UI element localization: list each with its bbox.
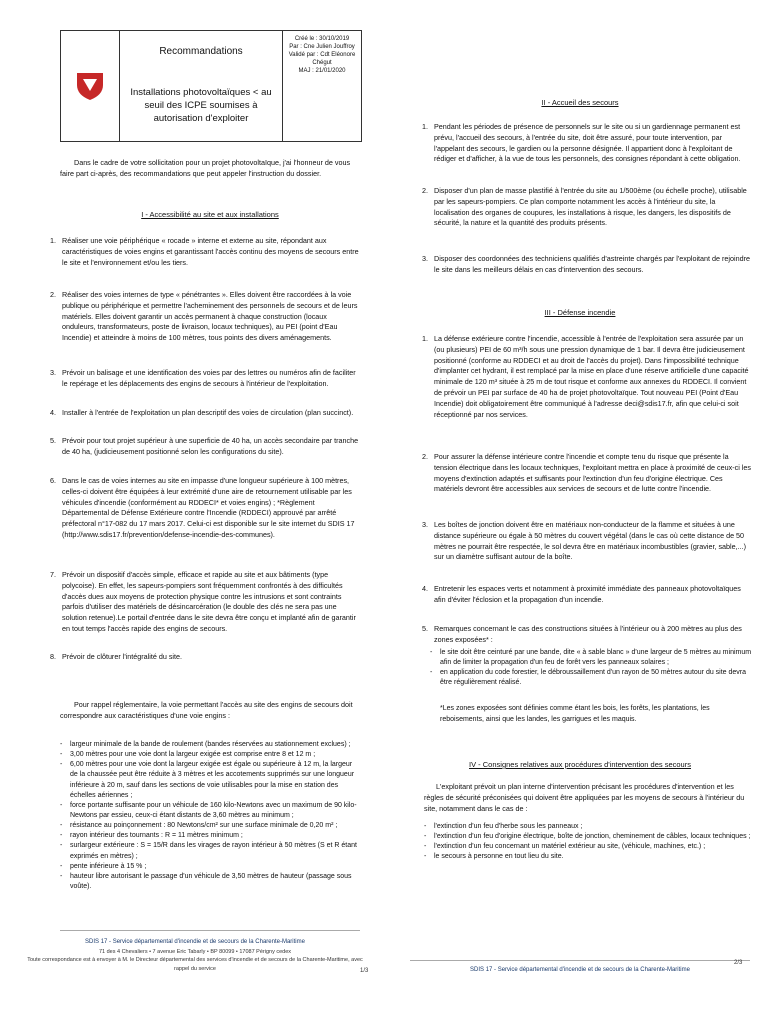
list-item: - rayon intérieur des tournants : R = 11 mètres minimum ;: [60, 831, 360, 841]
s1-item-5: 5. Prévoir pour tout projet supérieur à une superficie de 40 ha, un accès secondaire par tranche de 40 ha, (judicieusement positionné selon les configurations du site).: [50, 436, 359, 456]
footer-address: 71 des 4 Chevaliers • 7 avenue Eric Tabarly • BP 80099 • 17087 Périgny cedex: [98, 948, 292, 955]
section-2-title: II - Accueil des secours: [541, 98, 619, 107]
list-item: - pente inférieure à 15 % ;: [60, 862, 360, 872]
s4-list: [424, 822, 752, 863]
list-item: - le site doit être ceinturé par une bande, dite « à sable blanc » d'une largeur de 5 mètres au minimum afin de limiter la propagation d'un feu de forêt vers les panneaux solaires ;: [430, 648, 752, 668]
page-number-2: 2/3: [734, 960, 743, 966]
sdis-logo: [61, 31, 120, 141]
s3-item-4: 4. Entretenir les espaces verts et notamment à proximité immédiate des panneaux photovoltaïques afin d'éviter l'éclosion et la propagation d'un incendie.: [422, 584, 741, 604]
footer-divider: [410, 960, 750, 961]
header-subtitle: Installations photovoltaïques < au seuil des ICPE soumises à autorisation d'exploiter: [130, 87, 272, 125]
s3-note: *Les zones exposées sont définies comme étant les bois, les forêts, les plantations, les reboisements, ainsi que les landes, les garrigues et les maquis.: [440, 705, 710, 723]
s2-item-1: 1. Pendant les périodes de présence de personnels sur le site ou si un gardiennage permanent est prévu, l'accueil des secours, à l'entrée du site, doit être assuré, pour toute intervention, par l'appelant des secours, le gardien ou la personne désignée. Il appartient donc à l'exploitant de rédiger et d'afficher, à la vue de tous les personnels, des consignes répondant à cette obligation.: [422, 122, 741, 164]
rappel-list: [60, 740, 360, 892]
list-item: - résistance au poinçonnement : 80 Newtons/cm² sur une surface minimale de 0,20 m² ;: [60, 821, 360, 831]
page-number-1: 1/3: [360, 968, 369, 974]
header-meta: Créé le : 30/10/2019 Par : Cne Julien Jouffroy Validé par : Cdt Eléonore Chégut MAJ : 21/01/2020: [288, 36, 356, 75]
document-header: [60, 30, 362, 142]
s3-item-1: 1. La défense extérieure contre l'incendie, accessible à l'entrée de l'exploitation sera assurée par un (ou plusieurs) PEI de 60 m³/h sous une pression dynamique de 1 bar. Il devra être judicieusement positionné (conforme au RDDECI et au droit de l'accès du projet). Dans l'impossibilité technique d'implanter cet hydrant, il est remplacé par la mise en place d'une réserve artificielle d'une capacité minimale de 120 m³ située à 25 m de tout risque et conforme aux annexes du RDDECI. Il convient de prévoir un PEI par surface de 40 ha de projet photovoltaïque. Tout nouveau PEI (Point d'Eau Incendie) doit obligatoirement être communiqué à l'adresse deci@sdis17.fr, afin que celui-ci soit réceptionné par nos services.: [422, 334, 749, 419]
s3-sublist: [430, 648, 752, 689]
section-1-title: I - Accessibilité au site et aux installations: [141, 210, 279, 219]
section-4-title: IV - Consignes relatives aux procédures d'intervention des secours: [469, 760, 691, 769]
footer-org: SDIS 17 - Service départemental d'incendie et de secours de la Charente-Maritime: [470, 967, 690, 973]
page-2: [390, 0, 770, 1024]
list-item: - surlargeur extérieure : S = 15/R dans les virages de rayon intérieur à 50 mètres (S et R étant exprimés en mètres) ;: [60, 841, 360, 861]
list-item: - 3,00 mètres pour une voie dont la largeur exigée est comprise entre 8 et 12 m ;: [60, 750, 360, 760]
section-3-title: III - Défense incendie: [544, 308, 616, 317]
s4-paragraph: L'exploitant prévoit un plan interne d'intervention précisant les procédures d'intervention et les règles de sécurité préconisées qui doivent être appliquées par les moyens de secours à l'intérieur du site, notamment dans le cas de :: [424, 782, 745, 813]
list-item: - le secours à personne en tout lieu du site.: [424, 852, 752, 862]
header-title: Recommandations: [159, 46, 243, 58]
footer-org: SDIS 17 - Service départemental d'incendie et de secours de la Charente-Maritime: [85, 939, 305, 945]
s2-item-2: 2. Disposer d'un plan de masse plastifié à l'entrée du site au 1/500ème (ou échelle proche), utilisable par les sapeurs-pompiers. Ce plan comporte notamment les accès à l'intérieur du site, la localisation des organes de coupures, les installations à risque, les dangers, les dispositifs de sécurité, la nature et la quantité des produits présents.: [422, 186, 747, 228]
s1-item-3: 3. Prévoir un balisage et une identification des voies par des lettres ou numéros afin de faciliter le repérage et les déplacements des engins de secours à l'intérieur de l'exploitation.: [50, 368, 356, 388]
footer-2: [410, 966, 750, 976]
intro-paragraph: Dans le cadre de votre sollicitation pour un projet photovoltaïque, j'ai l'honneur de vous faire part ci-après, des recommandations que peut appeler l'instruction du dossier.: [60, 158, 351, 178]
list-item: - largeur minimale de la bande de roulement (bandes réservées au stationnement exclues) ;: [60, 740, 360, 750]
list-item: - 6,00 mètres pour une voie dont la largeur exigée est égale ou supérieure à 12 m, la largeur de la chaussée peut être réduite à 3 mètres et les accotements supprimés sur une longueur inférieure à 20 m, sauf dans les sections de voie utilisables pour la mise en station des échelles aériennes ;: [60, 760, 360, 801]
s3-item-2: 2. Pour assurer la défense intérieure contre l'incendie et compte tenu du risque que présente la tension électrique dans les locaux techniques, l'exploitant mettra en place à proximité de ceux-ci les moyens d'extinction adaptés et suffisants pour l'extinction d'un feu d'origine électrique. Ces matériels devront être accessibles aux services de secours et de lutte contre l'incendie.: [422, 452, 751, 494]
s3-item-3: 3. Les boîtes de jonction doivent être en matériaux non-conducteur de la flamme et situées à une distance supérieure ou égale à 50 mètres du couvert végétal (dans le cas où cette distance de 50 mètres ne pourrait être respectée, le sol devra être en matériaux incombustibles (gravier, sable,...) sur un diamètre suffisant autour de la boîte.: [422, 520, 747, 562]
s1-item-4: 4. Installer à l'entrée de l'exploitation un plan descriptif des voies de circulation (plan succinct).: [50, 408, 354, 417]
s1-item-8: 8. Prévoir de clôturer l'intégralité du site.: [50, 652, 183, 661]
rappel-paragraph: Pour rappel réglementaire, la voie permettant l'accès au site des engins de secours doit correspondre aux caractéristiques d'une voie engins :: [60, 700, 353, 720]
s1-item-6: 6. Dans le cas de voies internes au site en impasse d'une longueur supérieure à 100 mètres, celles-ci doivent être équipées à leur extrémité d'une aire de retournement utilisable par les véhicules d'incendie (conformément au RDDECI* et voies engins) ; *Règlement Départemental de Défense Extérieure contre l'Incendie (RDDECI) approuvé par arrêté préfectoral n°17-082 du 17 mars 2017. Celui-ci est disponible sur le site internet du SDIS 17 (http://www.sdis17.fr/prevention/defense-incendie-des-communes).: [50, 476, 355, 539]
list-item: - l'extinction d'un feu d'origine électrique, boîte de jonction, cheminement de câbles, locaux techniques ;: [424, 832, 752, 842]
list-item: - force portante suffisante pour un véhicule de 160 kilo-Newtons avec un maximum de 90 kilo-Newtons par essieu, ceux-ci étant distants de 3,60 mètres au minimum ;: [60, 801, 360, 821]
shield-icon: [73, 71, 107, 101]
s1-item-2: 2. Réaliser des voies internes de type « pénétrantes ». Elles doivent être raccordées à la voie publique ou périphérique et permettre l'acheminement des personnels de secours et de leurs matériels. Elles doivent garantir un accès permanent à chaque construction (locaux onduleurs, transformateurs, poste de livraison, locaux techniques), au PEI (point d'Eau Incendie) et atteindre à moins de 100 mètres, tous points des divers aménagements.: [50, 290, 358, 343]
s2-item-3: 3. Disposer des coordonnées des techniciens qualifiés d'astreinte chargés par l'exploitant de rejoindre le site dans les meilleurs délais en cas d'intervention des secours.: [422, 254, 750, 274]
footer-divider: [60, 930, 360, 931]
footer-1: [20, 938, 370, 974]
s3-item-5: 5. Remarques concernant le cas des constructions situées à l'intérieur ou à 200 mètres au plus des zones exposées* :: [422, 624, 742, 644]
s1-item-7: 7. Prévoir un dispositif d'accès simple, efficace et rapide au site et aux bâtiments (type polycoise). En effet, les sapeurs-pompiers sont fréquemment confrontés à des difficultés d'accès dues aux moyens de protection physique contre les intrusions et sont contraints parfois d'utiliser des matériels de désincarcération (le double des clés ne sera pas une solution retenue).Le portail d'entrée dans le site devra être conçu et implanté afin de garantir en tout temps l'accès rapide des engins de secours.: [50, 570, 356, 633]
list-item: - l'extinction d'un feu concernant un matériel extérieur au site, (véhicule, machines, etc.) ;: [424, 842, 752, 852]
list-item: - l'extinction d'un feu d'herbe sous les panneaux ;: [424, 822, 752, 832]
list-item: - hauteur libre autorisant le passage d'un véhicule de 3,50 mètres de hauteur (passage sous voûte).: [60, 872, 360, 892]
footer-note: Toute correspondance est à envoyer à M. le Directeur départemental des services d'incendie et de secours de la Charente-Maritime, avec rappel du service: [27, 957, 363, 973]
s1-item-1: 1. Réaliser une voie périphérique « rocade » interne et externe au site, répondant aux caractéristiques de voies engins et garantissant l'accès continu des moyens de secours entre le site et l'environnement et/ou les tiers.: [50, 236, 359, 267]
list-item: - en application du code forestier, le débroussaillement d'un rayon de 50 mètres autour du site devra être régulièrement réalisé.: [430, 668, 752, 688]
